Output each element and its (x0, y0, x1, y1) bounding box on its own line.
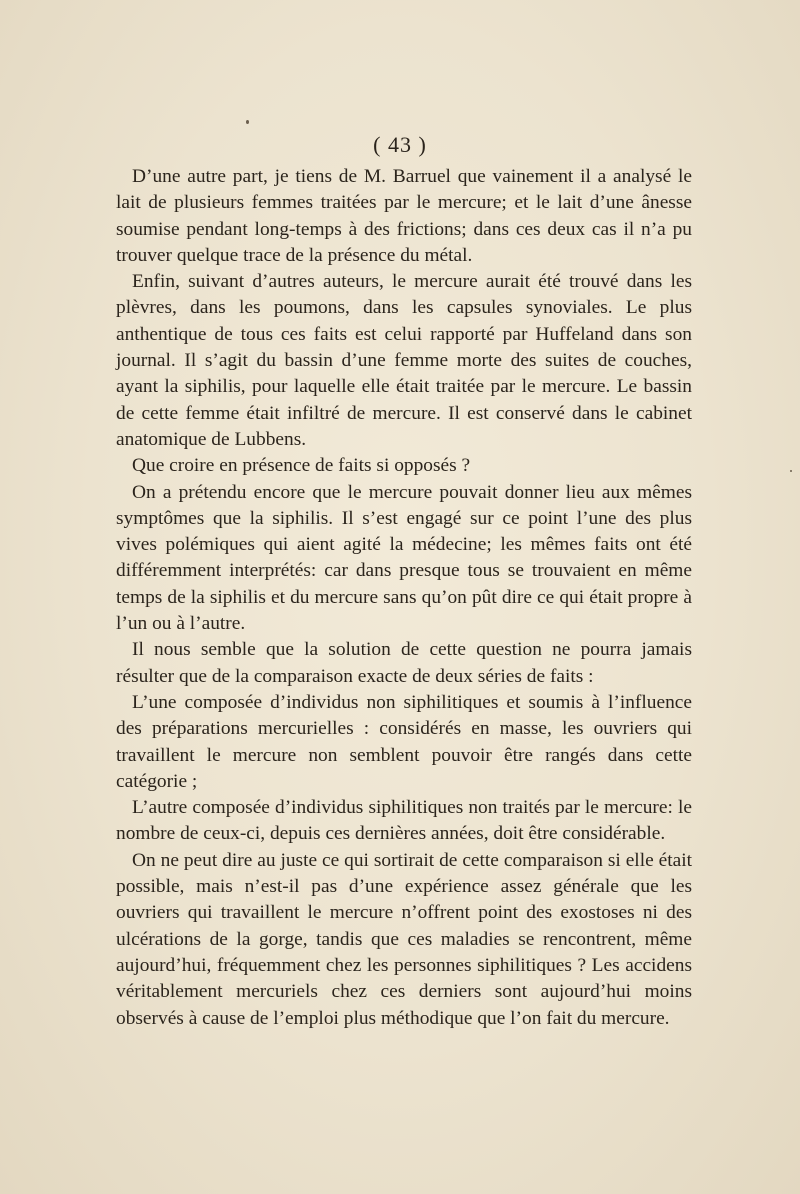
paragraph: Que croire en présence de faits si opposés ? (132, 455, 471, 477)
paper-speck (246, 120, 249, 124)
paragraph: L’une composée d’individus non siphilitiques et soumis à l’influence des préparations mercurielles : considérés en masse, les ouvriers qui travaillent le mercure non semblent pouvoir être rangés dans cette catégorie ; (116, 691, 692, 792)
page-number: ( 43 ) (373, 132, 427, 157)
paragraph: On a prétendu encore que le mercure pouvait donner lieu aux mêmes symptômes que la siphilis. Il s’est engagé sur ce point l’une des plus vives polémiques qui aient agité la médecine; les mêmes faits ont été différemment interprétés: car dans presque tous se trouvaient en même temps de la siphilis et du mercure sans qu’on pût dire ce qui était propre à l’un ou à l’autre. (116, 481, 692, 635)
paragraph: On ne peut dire au juste ce qui sortirait de cette comparaison si elle était possible, mais n’est-il pas d’une expérience assez générale que les ouvriers qui travaillent le mercure n’offrent point des exostoses ni des ulcérations de la gorge, tandis que ces maladies se rencontrent, même aujourd’hui, fréquemment chez les personnes siphilitiques ? Les accidens véritablement mercuriels chez ces derniers sont aujourd’hui moins observés à cause de l’emploi plus méthodique que l’on fait du mercure. (116, 849, 692, 1029)
paper-speck (790, 470, 792, 472)
paragraph: D’une autre part, je tiens de M. Barruel que vainement il a analysé le lait de plusieurs femmes traitées par le mercure; et le lait d’une ânesse soumise pendant long-temps à des frictions; dans ces deux cas il n’a pu trouver quelque trace de la présence du métal. (116, 166, 692, 266)
paragraph: Enfin, suivant d’autres auteurs, le mercure aurait été trouvé dans les plèvres, dans les poumons, dans les capsules synoviales. Le plus anthentique de tous ces faits est celui rapporté par Huffeland dans son journal. Il s’agit du bassin d’une femme morte des suites de couches, ayant la siphilis, pour laquelle elle était traitée par le mercure. Le bassin de cette femme était infiltré de mercure. Il est conservé dans le cabinet anatomique de Lubbens. (116, 271, 692, 450)
paragraph: Il nous semble que la solution de cette question ne pourra jamais résulter que de la comparaison exacte de deux séries de faits : (116, 639, 692, 687)
body-text (116, 164, 692, 1032)
paragraph: L’autre composée d’individus siphilitiques non traités par le mercure: le nombre de ceux-ci, depuis ces dernières années, doit être considérable. (116, 797, 692, 845)
